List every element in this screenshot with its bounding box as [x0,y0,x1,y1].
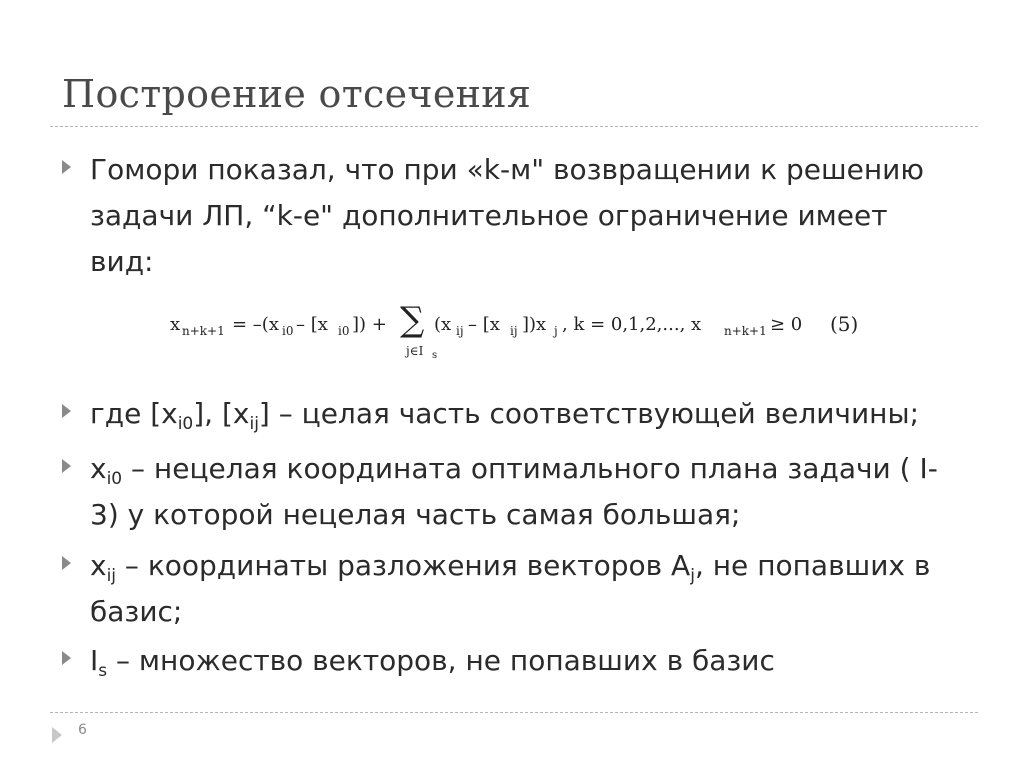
bullet-text-line [90,638,982,684]
bullet-text-line: задачи ЛП, “k-е" дополнительное ограничение имеет [90,199,888,232]
formula-sub: ij [456,324,464,338]
bullet-symbol: x [90,452,107,485]
formula-bracket-close: ])x [522,314,547,335]
formula-sub: s [432,350,438,361]
formula-bracket-close: ]) + [352,314,387,335]
formula-paren: (x [434,314,452,335]
formula-sub: n+k+1 [724,324,767,338]
formula-sub: n+k+1 [182,324,225,338]
bullet-symbol: I [90,644,99,677]
subscript: s [98,661,108,681]
bullet-arrow-icon [62,160,71,174]
formula-sub: j [554,324,558,338]
formula-sub: ij [510,324,518,338]
formula-number: (5) [830,312,859,336]
formula-eq: = –(x [232,314,279,335]
bullet-item-1 [62,147,982,285]
formula-5 [170,302,890,372]
footer-divider [50,712,978,713]
formula-sub: i0 [282,324,294,338]
subscript: j [690,566,695,586]
subscript: ij [249,414,259,434]
subscript: i0 [177,414,194,434]
bullet-text-line: 3) у которой нецелая часть самая большая; [90,498,741,531]
bullet-text: где [x [90,397,178,430]
bullet-item-3 [62,446,982,538]
formula-bracket: – [x [296,314,328,335]
bullet-item-2 [62,391,982,437]
bullet-text: – координаты разложения векторов A [116,549,691,582]
slide-title: Построение отсечения [62,72,532,116]
bullet-item-5 [62,638,982,684]
bullet-text: – множество векторов, не попавших в базис [107,644,775,677]
bullet-text: , не попавших в [694,549,931,582]
bullet-text-line [90,446,982,492]
bullet-text-line: базис; [90,595,183,628]
bullet-arrow-icon [62,404,71,418]
bullet-symbol: x [90,549,107,582]
formula-sub: i0 [338,324,350,338]
bullet-text-line [90,543,982,589]
footer-arrow-icon [52,727,62,743]
bullet-text: – нецелая координата оптимального плана задачи ( I- [122,452,938,485]
formula-bracket: – [x [468,314,500,335]
formula-ge: ≥ 0 [770,314,803,335]
bullet-text-line [90,391,982,437]
bullet-text-line: вид: [90,245,154,278]
bullet-text: ] – целая часть соответствующей величины; [258,397,919,430]
bullet-text: ], [x [193,397,250,430]
subscript: ij [106,566,117,586]
formula-tail: , k = 0,1,2,..., x [562,314,702,335]
bullet-arrow-icon [62,459,71,473]
title-divider [50,126,978,127]
bullet-item-4 [62,543,982,635]
slide-number: 6 [78,722,87,738]
bullet-arrow-icon [62,556,71,570]
formula-sum-range: j∈I [406,344,424,358]
subscript: i0 [106,469,123,489]
bullet-arrow-icon [62,651,71,665]
formula-x: x [170,314,181,335]
sum-icon: ∑ [400,300,425,340]
bullet-text-line: Гомори показал, что при «k-м" возвращении к решению [90,153,924,186]
